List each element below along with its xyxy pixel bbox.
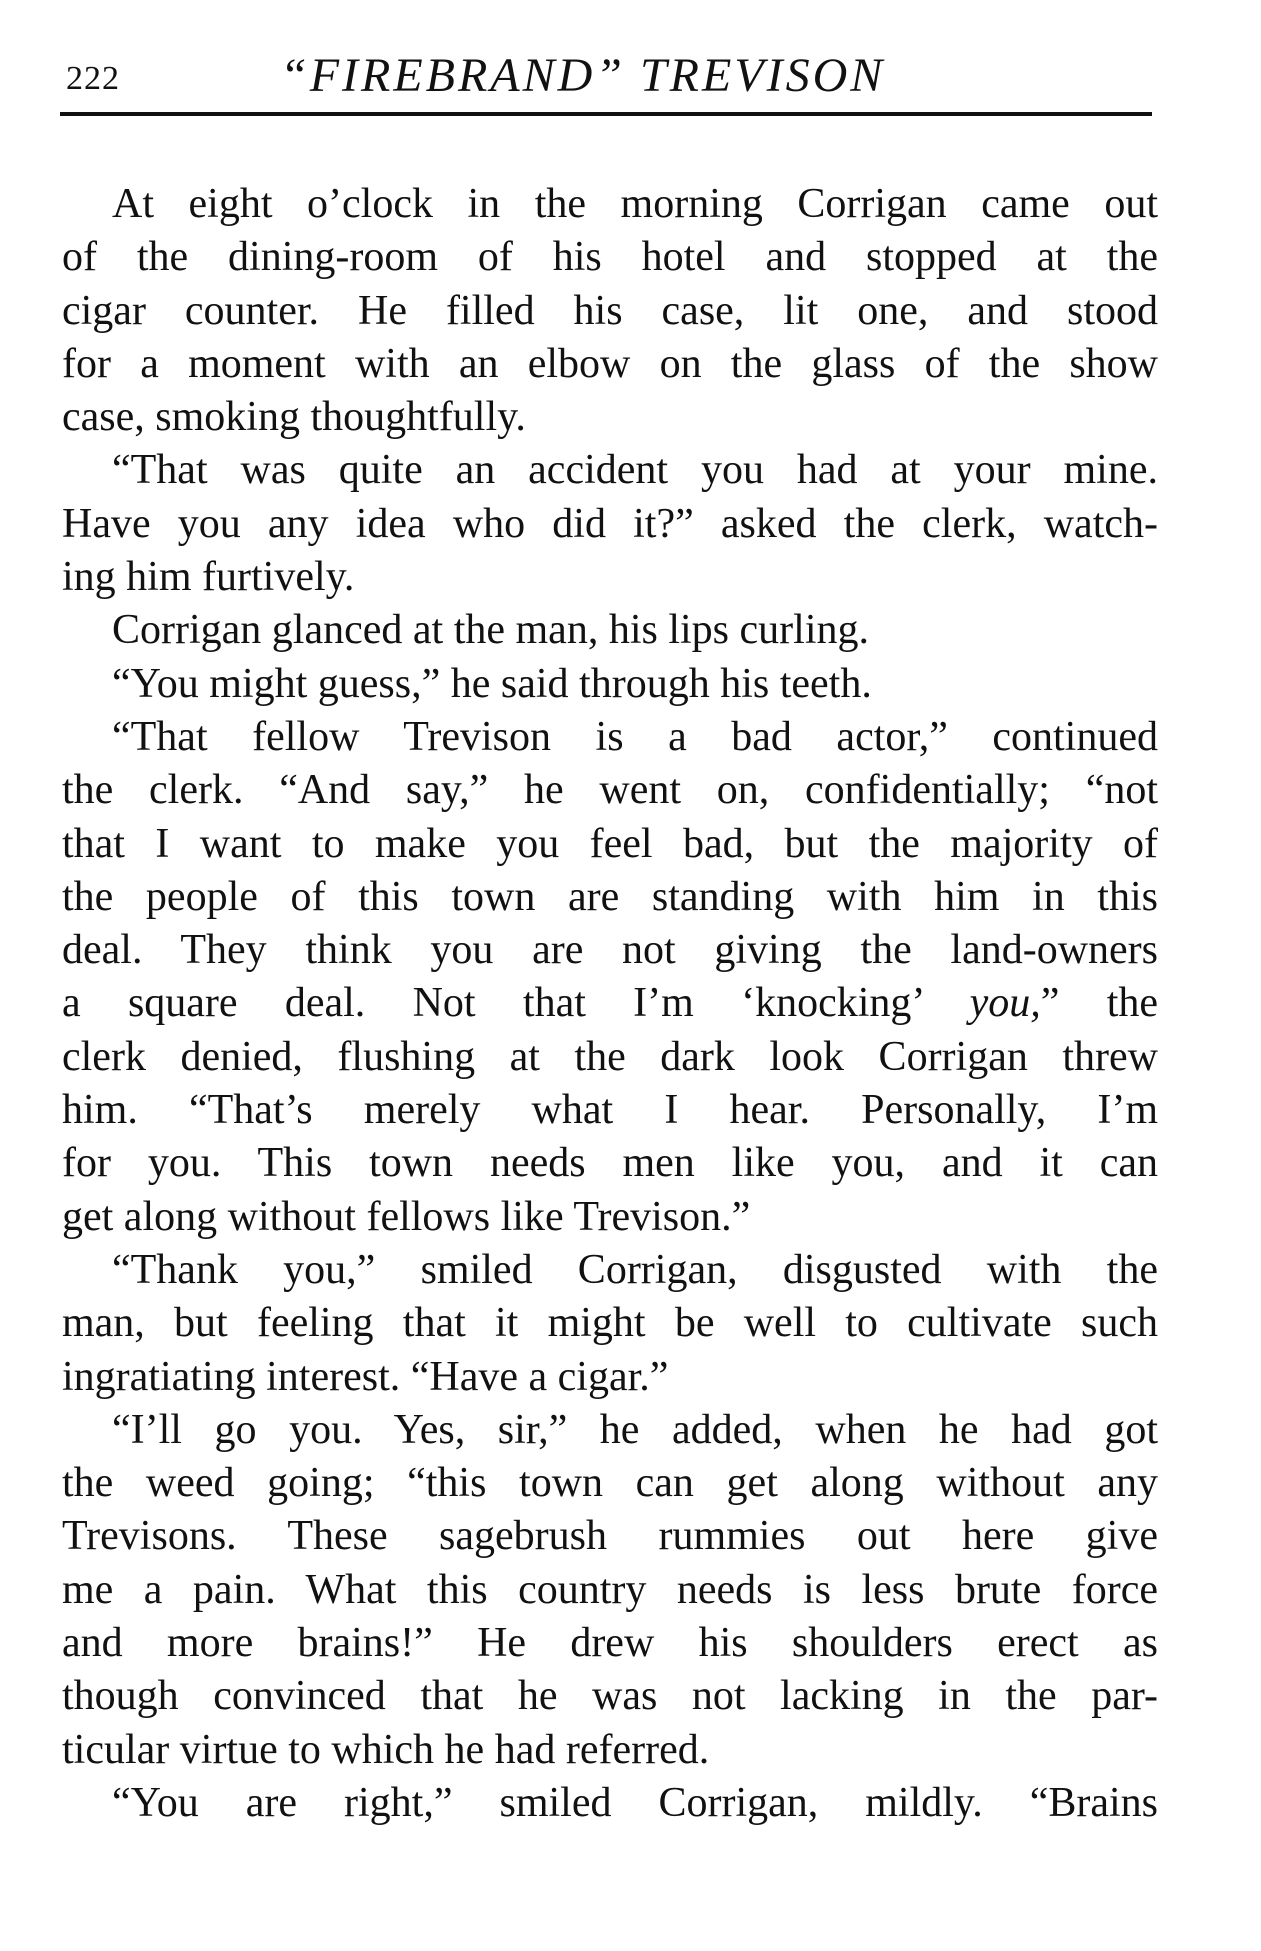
text-line: “That was quite an accident you had at your mine. xyxy=(112,447,1158,494)
text-line: “I’ll go you. Yes, sir,” he added, when he had got xyxy=(112,1406,1158,1453)
text-line: the clerk. “And say,” he went on, confidentially; “not xyxy=(62,767,1158,814)
text-line: for a moment with an elbow on the glass of the show xyxy=(62,340,1158,387)
text-line: “Thank you,” smiled Corrigan, disgusted with the xyxy=(112,1246,1158,1293)
text-line: Corrigan glanced at the man, his lips curling. xyxy=(112,607,869,654)
running-header xyxy=(60,48,1152,118)
text-line-with-emphasis xyxy=(62,977,1158,1030)
text-line: that I want to make you feel bad, but the majority of xyxy=(62,820,1158,867)
text-line: ingratiating interest. “Have a cigar.” xyxy=(62,1353,669,1400)
text-line: him. “That’s merely what I hear. Personally, I’m xyxy=(62,1087,1158,1134)
running-title: “FIREBRAND” TREVISON xyxy=(280,49,886,102)
text-line: for you. This town needs men like you, and it can xyxy=(62,1140,1158,1187)
emphasis-run: you, xyxy=(969,980,1041,1027)
text-line: case, smoking thoughtfully. xyxy=(62,394,526,441)
text-line: of the dining-room of his hotel and stopped at the xyxy=(62,234,1158,281)
page-number: 222 xyxy=(66,60,120,97)
text-line: get along without fellows like Trevison.” xyxy=(62,1193,751,1240)
text-line: the weed going; “this town can get along without any xyxy=(62,1460,1158,1507)
text-line: ticular virtue to which he had referred. xyxy=(62,1726,710,1773)
text-line: clerk denied, flushing at the dark look Corrigan threw xyxy=(62,1033,1158,1080)
text-run: a square deal. Not that I’m ‘knocking’ xyxy=(62,980,970,1027)
text-line: the people of this town are standing with him in this xyxy=(62,873,1158,920)
text-line: Have you any idea who did it?” asked the clerk, watch- xyxy=(62,500,1158,547)
text-line: cigar counter. He filled his case, lit one, and stood xyxy=(62,287,1158,334)
text-line: “You might guess,” he said through his teeth. xyxy=(112,660,872,707)
header-rule xyxy=(60,112,1152,116)
text-line: deal. They think you are not giving the land-owners xyxy=(62,927,1158,974)
text-run: ” the xyxy=(1040,980,1159,1027)
text-line: Trevisons. These sagebrush rummies out here give xyxy=(62,1513,1158,1560)
text-line: “You are right,” smiled Corrigan, mildly. “Brains xyxy=(112,1779,1158,1826)
text-line: me a pain. What this country needs is less brute force xyxy=(62,1566,1158,1613)
page-body xyxy=(62,178,1158,1830)
text-line: and more brains!” He drew his shoulders erect as xyxy=(62,1620,1158,1667)
text-line: At eight o’clock in the morning Corrigan came out xyxy=(112,181,1158,227)
text-line: though convinced that he was not lacking in the par- xyxy=(62,1673,1158,1720)
text-line: ing him furtively. xyxy=(62,554,355,601)
text-line: “That fellow Trevison is a bad actor,” continued xyxy=(112,713,1158,760)
text-line: man, but feeling that it might be well to cultivate such xyxy=(62,1300,1158,1347)
